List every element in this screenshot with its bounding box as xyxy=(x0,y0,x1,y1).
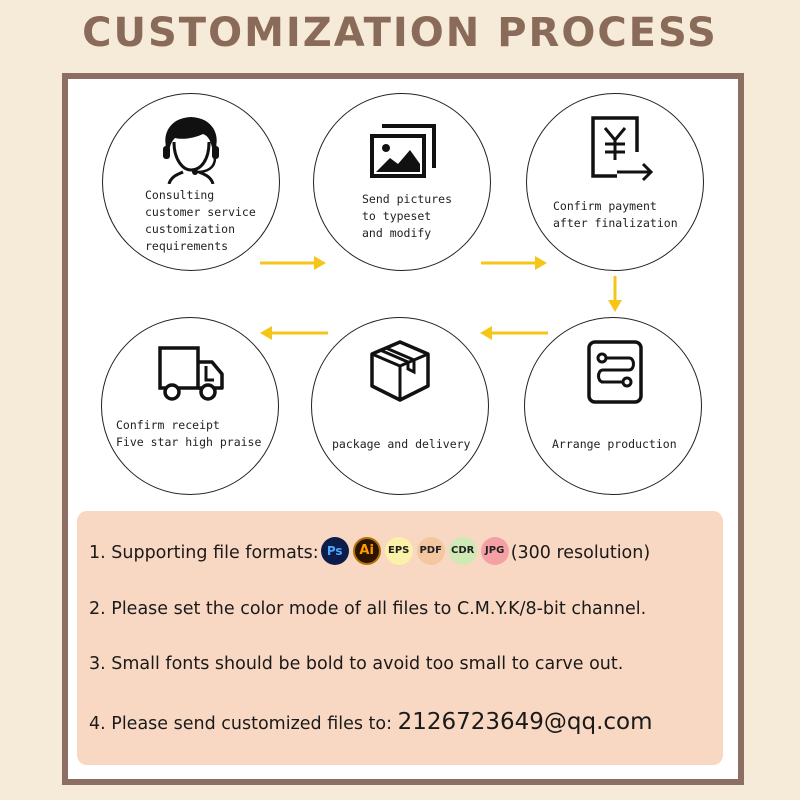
arrow-left-2-icon xyxy=(258,324,330,342)
step-arrange-production-text: Arrange production xyxy=(552,437,677,451)
note-formats xyxy=(89,539,650,567)
step-consulting xyxy=(102,93,280,271)
contact-email: 2126723649@qq.com xyxy=(397,709,653,735)
note-send-files xyxy=(89,709,653,735)
jpg-format-icon: JPG xyxy=(481,537,509,565)
note-small-fonts: 3. Small fonts should be bold to avoid too small to carve out. xyxy=(89,654,624,674)
note-formats-suffix: (300 resolution) xyxy=(510,543,651,563)
note-send-files-label: 4. Please send customized files to: xyxy=(89,714,398,734)
pictures-gallery-icon xyxy=(370,124,436,180)
step-arrange-production xyxy=(524,317,702,495)
notes-panel xyxy=(77,511,723,765)
production-list-icon xyxy=(585,338,645,404)
step-confirm-payment-text: Confirm payment after finalization xyxy=(553,199,678,230)
eps-format-icon: EPS xyxy=(385,537,413,565)
ps-format-icon: Ps xyxy=(321,537,349,565)
yuan-payment-document-icon xyxy=(587,114,657,182)
step-confirm-receipt xyxy=(101,317,279,495)
arrow-left-1-icon xyxy=(478,324,550,342)
step-confirm-receipt-text: Confirm receipt Five star high praise xyxy=(116,418,262,449)
cdr-format-icon: CDR xyxy=(449,537,477,565)
delivery-truck-icon xyxy=(156,344,226,402)
arrow-down-icon xyxy=(606,274,624,314)
step-send-pictures xyxy=(313,93,491,271)
arrow-right-2-icon xyxy=(479,254,549,272)
step-confirm-payment xyxy=(526,93,704,271)
step-package-delivery xyxy=(311,317,489,495)
package-box-icon xyxy=(368,338,432,404)
page-title: CUSTOMIZATION PROCESS xyxy=(82,10,718,56)
arrow-right-1-icon xyxy=(258,254,328,272)
customer-service-headset-icon xyxy=(157,112,227,184)
ai-format-icon: Ai xyxy=(353,537,381,565)
pdf-format-icon: PDF xyxy=(417,537,445,565)
note-formats-prefix: 1. Supporting file formats: xyxy=(89,543,319,563)
note-color-mode: 2. Please set the color mode of all files to C.M.Y.K/8-bit channel. xyxy=(89,599,647,619)
step-send-pictures-text: Send pictures to typeset and modify xyxy=(362,192,453,240)
step-package-delivery-text: package and delivery xyxy=(332,437,471,451)
step-consulting-text: Consulting customer service customization requirements xyxy=(145,188,256,253)
